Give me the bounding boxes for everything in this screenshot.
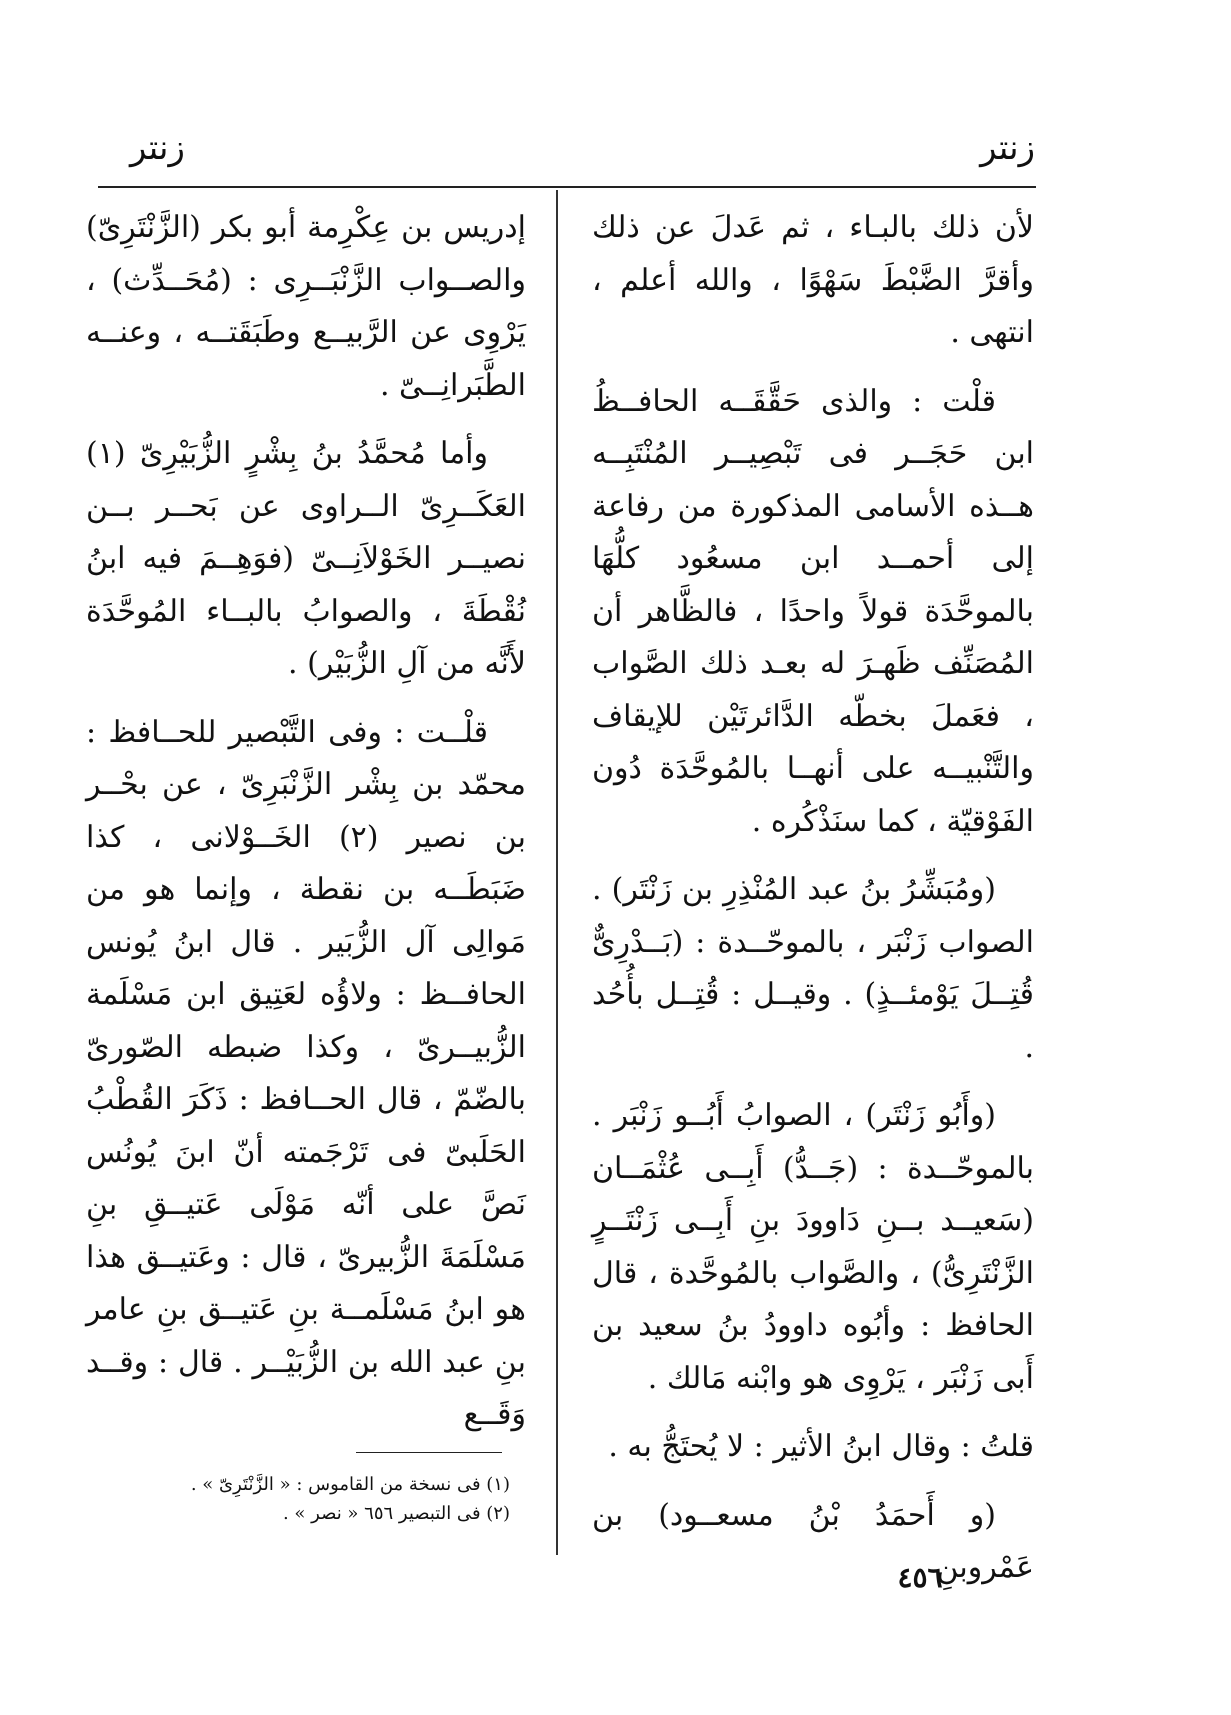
left-paragraph-1: إدريس بن عِكْرِمة أبو بكر (الزَّنْتَرِىّ) والصــواب الزَّنْبَــرِى : (مُحَــدِّث) ، يَرْوِى عن الرَّبيــع وطَبَقَتــه ، وعنــه الطَّبَرانِــىّ .	[86, 210, 526, 403]
right-paragraph-3: (ومُبَشِّرُ بنُ عبد المُنْذِرِ بن زَنْتَر) . الصواب زَنْبَر ، بالموحّــدة : (بَــدْرِىٌّ قُتِــلَ يَوْمئــذٍ) . وقيــل : قُتِــل بأُحُد .	[592, 872, 1034, 1065]
page-number: ٤٥٦	[897, 1561, 943, 1594]
footnotes	[190, 1470, 510, 1528]
footnote-1: (١) فى نسخة من القاموس : « الزَّنْتَرِىّ » .	[190, 1474, 510, 1495]
left-paragraph-3: قلْــت : وفى التَّبْصير للحــافظ : محمّد بن بِشْر الزَّنْبَرِىّ ، عن بحْــر بن نصير (٢) الخَــوْلانى ، كذا ضَبَطَــه بن نقطة ، وإنما هو من مَوالِى آل الزُّبَير . قال ابنُ يُونس الحافــظ : ولاؤُه لعَتِيق ابن مَسْلَمة الزُّبيــرىّ ، وكذا ضبطه الصّورىّ بالضّمّ ، قال الحــافظ : ذَكَرَ القُطْبُ الحَلَبىّ فى تَرْجَمته أنّ ابنَ يُونُس نَصَّ على أنّه مَوْلَى عَتيــقِ بنِ مَسْلَمَةَ الزُّبيرىّ ، قال : وعَتيــق هذا هو ابنُ مَسْلَمــة بنِ عَتيــق بنِ عامر بنِ عبد الله بن الزُّبَيْــر . قال : وقــد وَقَــع	[86, 714, 526, 1432]
left-column	[86, 202, 526, 1442]
footnote-rule	[356, 1452, 502, 1453]
right-paragraph-5: قلتُ : وقال ابنُ الأثير : لا يُحتَجُّ به .	[608, 1429, 1034, 1464]
column-divider	[556, 190, 558, 1555]
right-paragraph-4: (وأَبُو زَنْتَر) ، الصوابُ أَبُــو زَنْبَر . بالموحّــدة : (جَــدُّ) أَبِــى عُثْمَــان (سَعيــد بــنِ دَاوودَ بنِ أَبِــى زَنْتَــرٍ الزَّنْتَرِىُّ) ، والصَّواب بالمُوحَّدة ، قال الحافظ : وأبُوه داوودُ بنُ سعيد بن أَبى زَنْبَر ، يَرْوِى هو وابْنه مَالك .	[592, 1098, 1034, 1396]
right-paragraph-1: لأن ذلك بالبـاء ، ثم عَدلَ عن ذلك وأقرَّ الضَّبْطَ سَهْوًا ، والله أعلم ، انتهى .	[592, 210, 1034, 350]
footnote-2: (٢) فى التبصير ٦٥٦ « نصر » .	[282, 1503, 510, 1524]
header-rule	[98, 186, 1036, 188]
running-head-left: زنتر	[130, 128, 185, 168]
left-paragraph-2: وأما مُحمَّدُ بنُ بِشْرٍ الزُّبَيْرِىّ (١) العَكَــرِىّ الــراوى عن بَحــر بــن نصيــر الخَوْلاَنِــىّ (فوَهِــمَ فيه ابنُ نُقْطَةَ ، والصوابُ بالبــاء المُوحَّدَة لأَنَّه من آلِ الزُّبَيْر) .	[86, 436, 526, 681]
running-head-right: زنتر	[980, 128, 1035, 168]
right-paragraph-6: (و أَحمَدُ بْنُ مسعــود) بن عَمْروبنِ	[592, 1497, 1034, 1585]
right-paragraph-2: قلْت : والذى حَقَّقَــه الحافــظُ ابن حَجَــر فى تَبْصِيــر المُنْتَبِــه هــذه الأسامى المذكورة من رفاعة إلى أحمــد ابن مسعُود كلُّهَا بالموحَّدَة قولاً واحدًا ، فالظَّاهر أن المُصَنِّف ظَهـرَ له بعـد ذلك الصَّواب ، فعَملَ بخطّه الدَّائرتَيْن للإيقاف والتَّنْبيــه على أنهــا بالمُوحَّدَة دُون الفَوْقيّة ، كما سنَذْكُره .	[592, 383, 1034, 839]
right-column	[592, 202, 1034, 1595]
